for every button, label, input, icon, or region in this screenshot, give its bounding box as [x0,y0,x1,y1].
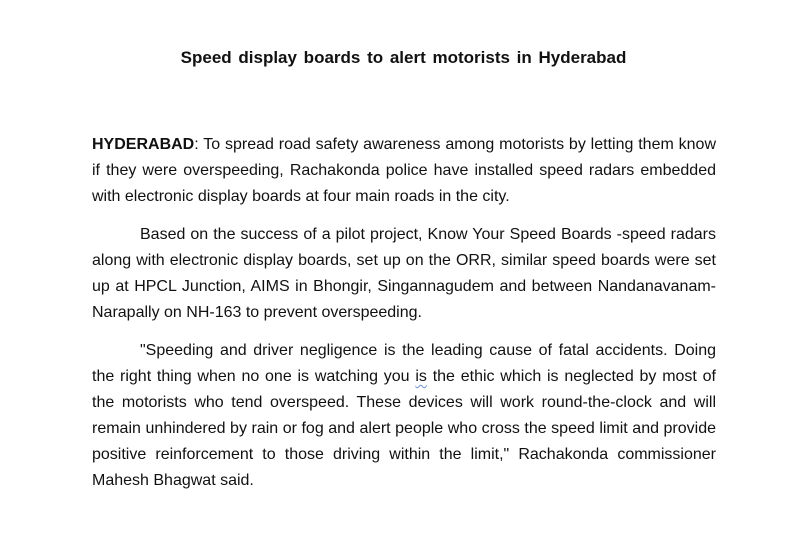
grammar-flagged-word[interactable]: is [415,368,427,385]
dateline: HYDERABAD [92,136,195,153]
paragraph-3-text-start: "Speeding and driver negligence is the leading cause of fatal accidents. Doing the right thing when no one is watching you [92,342,716,385]
paragraph-2: Based on the success of a pilot project, Know Your Speed Boards -speed radars along with electronic display boards, set up on the ORR, similar speed boards were set up at HPCL Junction, AIMS in Bhongir, Singannagudem and between Nandanavanam-Narapally on NH-163 to prevent overspeeding. [92,226,716,321]
paragraph-3 [92,338,716,494]
paragraph-1 [92,132,716,210]
article-body [92,132,716,506]
paragraph-3-text-end: the ethic which is neglected by most of the motorists who tend overspeed. These devices will work round-the-clock and will remain unhindered by rain or fog and alert people who cross the speed limit and provide positive reinforcement to those driving within the limit," Rachakonda commissioner Mahesh Bhagwat said. [92,368,716,489]
article-title: Speed display boards to alert motorists in Hyderabad [180,48,627,67]
paragraph-1-text: : To spread road safety awareness among motorists by letting them know if they were overspeeding, Rachakonda police have installed speed radars embedded with electronic display boards at four main roads in the city. [92,136,716,205]
